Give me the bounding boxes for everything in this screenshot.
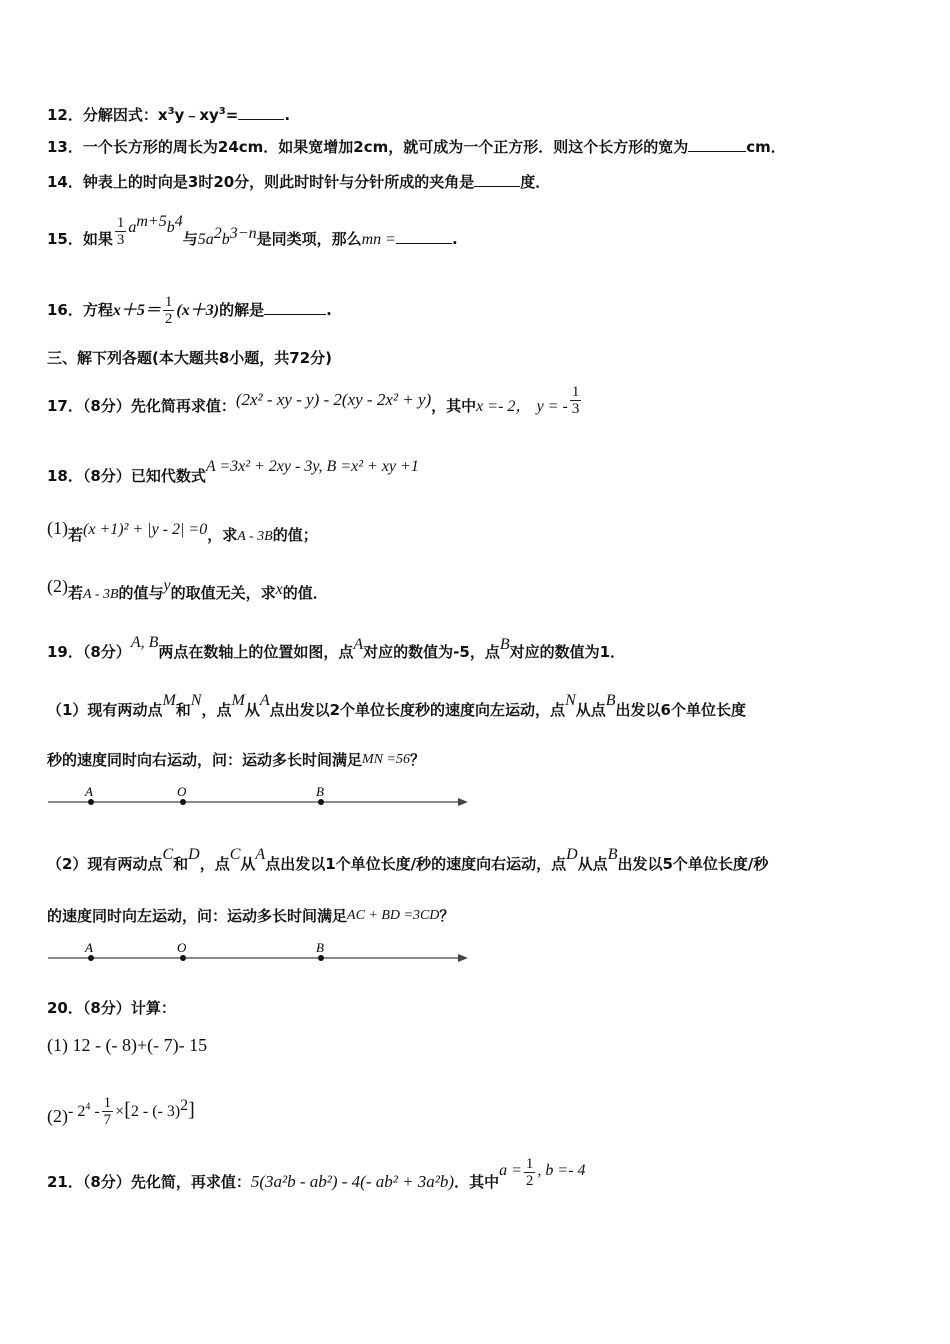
expr: A bbox=[353, 636, 364, 653]
arrow-icon bbox=[458, 798, 468, 806]
question-17 bbox=[47, 386, 583, 427]
expr: MN =56 bbox=[362, 752, 410, 767]
expr: A - 3B bbox=[237, 529, 273, 544]
question-text: 的速度同时向左运动，问：运动多长时间满足 bbox=[47, 907, 348, 925]
point-a bbox=[88, 799, 94, 805]
expr: C bbox=[162, 846, 174, 863]
score: （8分） bbox=[82, 467, 131, 485]
numerator: 1 bbox=[116, 215, 125, 231]
question-text: 的解是 bbox=[219, 301, 265, 319]
exponent: 2 bbox=[180, 1097, 189, 1114]
question-end: 度． bbox=[520, 173, 551, 191]
expr: (x +1)² + |y - 2| =0 bbox=[83, 521, 208, 538]
expr: A =3x² + 2xy - 3y, B =x² + xy +1 bbox=[205, 458, 419, 475]
question-text: ？ bbox=[439, 907, 455, 925]
expr: 5a bbox=[197, 231, 214, 248]
expr: x =- 2， bbox=[476, 398, 532, 415]
point-a bbox=[88, 955, 94, 961]
question-text: 是同类项，那么 bbox=[256, 230, 362, 248]
bracket-open: [ bbox=[124, 1099, 131, 1121]
expr: a bbox=[128, 219, 137, 236]
expr: x bbox=[275, 581, 283, 598]
label-a: A bbox=[85, 940, 93, 955]
question-15 bbox=[47, 214, 458, 260]
question-text: 点出发以2个单位长度秒的速度向左运动，点 bbox=[269, 701, 566, 719]
question-18-part-1 bbox=[47, 514, 318, 557]
denominator: 7 bbox=[103, 1112, 112, 1128]
question-13 bbox=[47, 137, 786, 157]
question-text: ．其中 bbox=[454, 1173, 500, 1191]
expr: mn = bbox=[361, 231, 396, 248]
question-20-part-2 bbox=[47, 1092, 195, 1138]
question-18-part-2 bbox=[47, 572, 328, 615]
question-16 bbox=[47, 290, 332, 331]
question-19-part-1 bbox=[47, 690, 746, 731]
expr: x＋5＝ bbox=[112, 302, 161, 319]
question-text: 出发以6个单位长度 bbox=[615, 701, 746, 719]
question-text: ，点 bbox=[201, 701, 232, 719]
question-text: ，求 bbox=[207, 526, 238, 544]
question-19-part-2-line-2 bbox=[47, 906, 454, 928]
expr: b bbox=[166, 219, 175, 236]
question-text: 对应的数值为-5，点 bbox=[363, 643, 500, 661]
denominator: 2 bbox=[164, 311, 173, 327]
question-text: 两点在数轴上的位置如图，点 bbox=[158, 643, 354, 661]
fraction bbox=[570, 384, 582, 417]
question-text: 先化简再求值： bbox=[130, 397, 236, 415]
question-text: 已知代数式 bbox=[130, 467, 206, 485]
expr: × bbox=[115, 1103, 125, 1120]
expr: y bbox=[163, 577, 171, 594]
question-text: 若 bbox=[68, 526, 84, 544]
question-text: 分解因式： bbox=[82, 106, 158, 124]
expr: AC + BD =3CD bbox=[347, 908, 440, 923]
question-text: 的值； bbox=[272, 526, 318, 544]
denominator: 3 bbox=[116, 232, 125, 248]
score: （8分） bbox=[82, 1173, 131, 1191]
score: （8分） bbox=[82, 643, 131, 661]
question-text: 与 bbox=[182, 230, 198, 248]
fraction bbox=[115, 215, 127, 248]
question-text: 对应的数值为1． bbox=[509, 643, 626, 661]
expr: b bbox=[221, 231, 230, 248]
label-o: O bbox=[177, 784, 187, 799]
expr: M bbox=[231, 692, 245, 709]
expr: D bbox=[188, 846, 200, 863]
score: （8分） bbox=[82, 999, 131, 1017]
question-21 bbox=[47, 1156, 586, 1203]
answer-blank[interactable] bbox=[264, 300, 326, 315]
question-text: （2）现有两动点 bbox=[47, 855, 163, 873]
expr: A - 3B bbox=[83, 587, 119, 602]
exponent: 3−n bbox=[229, 225, 257, 242]
question-text: 计算： bbox=[130, 999, 176, 1017]
number-line-1 bbox=[48, 784, 478, 810]
expr: B bbox=[605, 692, 616, 709]
label-o: O bbox=[177, 940, 187, 955]
fraction bbox=[102, 1095, 114, 1128]
question-text: 如果 bbox=[82, 230, 113, 248]
expr: (x＋3) bbox=[176, 302, 220, 319]
question-text: ？ bbox=[409, 751, 425, 769]
question-number: 20． bbox=[47, 999, 83, 1017]
question-12 bbox=[47, 102, 290, 125]
question-text: 秒的速度同时向右运动，问：运动多长时间满足 bbox=[47, 751, 363, 769]
question-text: 出发以5个单位长度/秒 bbox=[617, 855, 769, 873]
expr-part: - 2 bbox=[68, 1103, 86, 1120]
expr: (1) 12 - (- 8)+(- 7)- 15 bbox=[47, 1035, 208, 1055]
numerator: 1 bbox=[525, 1156, 534, 1172]
numerator: 1 bbox=[164, 294, 173, 310]
numerator: 1 bbox=[571, 384, 580, 400]
question-end: . bbox=[326, 301, 332, 319]
fraction bbox=[163, 294, 175, 327]
question-end: cm． bbox=[746, 138, 786, 156]
answer-blank[interactable] bbox=[396, 229, 452, 244]
answer-blank[interactable] bbox=[688, 137, 746, 152]
expr: A bbox=[255, 846, 266, 863]
denominator: 2 bbox=[525, 1173, 534, 1189]
question-20-part-1 bbox=[47, 1034, 207, 1057]
expr: N bbox=[565, 692, 576, 709]
expr: B bbox=[607, 846, 618, 863]
expr-part: - bbox=[94, 1103, 100, 1120]
question-number: 17． bbox=[47, 397, 83, 415]
question-number: 13． bbox=[47, 138, 83, 156]
expr: (2x² - xy - y) - 2(xy - 2x² + y) bbox=[235, 390, 432, 409]
question-text: ，其中 bbox=[431, 397, 477, 415]
point-b bbox=[318, 799, 324, 805]
exponent: m+5 bbox=[136, 213, 167, 230]
expr: a = bbox=[499, 1162, 522, 1179]
expr: y = - bbox=[536, 398, 568, 415]
question-14 bbox=[47, 172, 550, 192]
part-label: (1) bbox=[47, 518, 68, 538]
expr: C bbox=[229, 846, 241, 863]
question-text: 的值． bbox=[282, 584, 328, 602]
expr: D bbox=[566, 846, 578, 863]
expr: x bbox=[157, 106, 168, 124]
question-text: （1）现有两动点 bbox=[47, 701, 163, 719]
bracket-close: ] bbox=[188, 1099, 195, 1121]
question-19-part-1-line-2 bbox=[47, 750, 425, 772]
point-b bbox=[318, 955, 324, 961]
numerator: 1 bbox=[103, 1095, 112, 1111]
question-text: 先化简，再求值： bbox=[130, 1173, 251, 1191]
question-number: 14． bbox=[47, 173, 83, 191]
question-end: . bbox=[451, 230, 458, 248]
expr: A bbox=[259, 692, 270, 709]
part-label: (2) bbox=[47, 576, 68, 596]
expr: N bbox=[190, 692, 202, 709]
question-text: 的值与 bbox=[118, 584, 164, 602]
point-o bbox=[180, 955, 186, 961]
number-line-2 bbox=[48, 940, 478, 966]
question-end: . bbox=[284, 106, 291, 124]
question-number: 15． bbox=[47, 230, 83, 248]
point-o bbox=[180, 799, 186, 805]
question-number: 16． bbox=[47, 301, 83, 319]
score: （8分） bbox=[82, 397, 131, 415]
question-text: 从点 bbox=[577, 855, 608, 873]
label-b: B bbox=[316, 784, 324, 799]
fraction bbox=[524, 1156, 536, 1189]
question-text: 和 bbox=[175, 701, 191, 719]
expr: , b =- 4 bbox=[537, 1162, 586, 1179]
label-a: A bbox=[85, 784, 93, 799]
question-19 bbox=[47, 632, 625, 673]
question-text: 的取值无关，求 bbox=[170, 584, 276, 602]
answer-blank[interactable] bbox=[474, 172, 520, 187]
question-text: 和 bbox=[173, 855, 189, 873]
question-text: 一个长方形的周长为24cm．如果宽增加2cm，就可成为一个正方形．则这个长方形的宽为 bbox=[82, 138, 689, 156]
expr: = bbox=[225, 106, 239, 124]
exponent: 4 bbox=[174, 213, 183, 230]
expr: 5(3a²b - ab²) - 4(- ab² + 3a²b) bbox=[250, 1172, 455, 1191]
question-text: 若 bbox=[68, 584, 84, 602]
question-text: 从点 bbox=[575, 701, 606, 719]
question-text: 从 bbox=[240, 855, 256, 873]
expr: y﹣xy bbox=[174, 106, 219, 124]
section-heading: 三、解下列各题(本大题共8小题，共72分) bbox=[47, 349, 333, 367]
question-number: 12． bbox=[47, 106, 83, 124]
question-text: 钟表上的时向是3时20分，则此时时针与分针所成的夹角是 bbox=[82, 173, 475, 191]
expr: A, B bbox=[130, 634, 159, 651]
exponent: 3 bbox=[218, 106, 226, 117]
answer-blank[interactable] bbox=[238, 105, 284, 120]
exponent: 2 bbox=[213, 225, 222, 242]
question-text: 方程 bbox=[82, 301, 113, 319]
arrow-icon bbox=[458, 954, 468, 962]
part-label: (2) bbox=[47, 1106, 68, 1126]
exponent: 3 bbox=[167, 106, 175, 117]
expr bbox=[68, 1103, 100, 1120]
question-20 bbox=[47, 998, 176, 1018]
expr: M bbox=[162, 692, 176, 709]
question-text: ，点 bbox=[199, 855, 230, 873]
question-text: 从 bbox=[244, 701, 260, 719]
question-18 bbox=[47, 456, 419, 497]
exponent: 4 bbox=[85, 1101, 91, 1113]
expr: B bbox=[499, 636, 510, 653]
expr: 2 - (- 3) bbox=[130, 1103, 181, 1120]
denominator: 3 bbox=[571, 401, 580, 417]
question-19-part-2 bbox=[47, 844, 768, 885]
label-b: B bbox=[316, 940, 324, 955]
question-text: 点出发以1个单位长度/秒的速度向右运动，点 bbox=[265, 855, 567, 873]
question-number: 19． bbox=[47, 643, 83, 661]
question-number: 21． bbox=[47, 1173, 83, 1191]
question-number: 18． bbox=[47, 467, 83, 485]
